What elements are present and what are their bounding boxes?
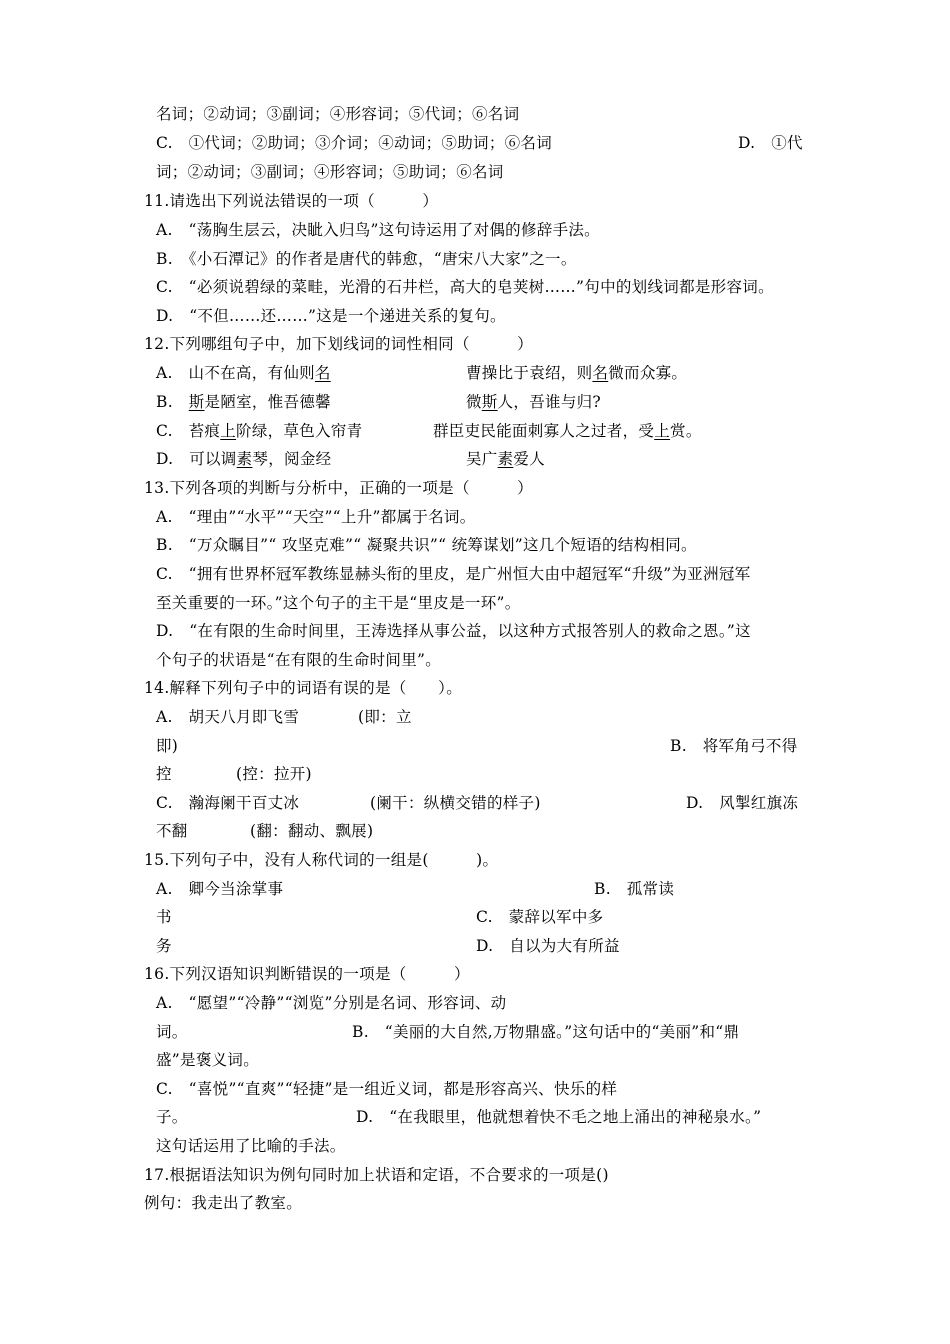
- option-b: B. 斯是陋室，惟吾德馨: [156, 393, 331, 411]
- option-a: A. “愿望”“冷静”“浏览”分别是名词、形容词、动: [156, 994, 507, 1012]
- option-d-note: (翻：翻动、飘展): [250, 822, 374, 840]
- option-d-cont: 个句子的状语是“在有限的生命时间里”。: [156, 651, 442, 669]
- option-b: B. 《小石潭记》的作者是唐代的韩愈，“唐宋八大家”之一。: [156, 250, 577, 268]
- option-d: D. “不但……还……”这是一个递进关系的复句。: [156, 307, 506, 325]
- underlined-word: 素: [236, 450, 253, 468]
- option-c: C. 瀚海阑干百丈冰: [156, 794, 300, 812]
- option-d: D. 自以为大有所益: [476, 937, 620, 955]
- question-11: 11.请选出下列说法错误的一项（ ）: [144, 192, 439, 210]
- option-b-note: (控：拉开): [236, 765, 312, 783]
- option-a: A. “荡胸生层云，决眦入归鸟”这句诗运用了对偶的修辞手法。: [156, 221, 600, 239]
- option-c-sentence: 群臣吏民能面刺寡人之过者，受上赏。: [433, 422, 702, 440]
- option-b-cont: 书: [156, 908, 172, 926]
- option-d-sentence: 吴广素爱人: [466, 450, 546, 468]
- option-a-cont: 词。: [156, 1023, 188, 1041]
- option-c-note: (阑干：纵横交错的样子): [370, 794, 541, 812]
- option-a: A. 胡天八月即飞雪: [156, 708, 300, 726]
- option-b-cont: 盛”是褒义词。: [156, 1051, 260, 1069]
- option-a: A. “理由”“水平”“天空”“上升”都属于名词。: [156, 508, 476, 526]
- option-c-cont: 子。: [156, 1108, 188, 1126]
- question-13: 13.下列各项的判断与分析中，正确的一项是（ ）: [144, 479, 533, 497]
- question-16: 16.下列汉语知识判断错误的一项是（ ）: [144, 965, 470, 983]
- question-15: 15.下列句子中，没有人称代词的一组是( )。: [144, 851, 499, 869]
- option-b: B. 将军角弓不得: [670, 737, 798, 755]
- option-b: B. “美丽的大自然,万物鼎盛。”这句话中的“美丽”和“鼎: [352, 1023, 740, 1041]
- option-d: D. 可以调素琴，阅金经: [156, 450, 332, 468]
- option-a-cont: 即): [156, 737, 179, 755]
- option-a-note: (即：立: [358, 708, 412, 726]
- text-line: 词；②动词；③副词；④形容词；⑤助词；⑥名词: [156, 163, 504, 181]
- example-sentence: 例句：我走出了教室。: [144, 1194, 303, 1212]
- underlined-word: 斯: [188, 393, 205, 411]
- option-a: A. 卿今当涂掌事: [156, 880, 284, 898]
- option-c-cont: 至关重要的一环。”这个句子的主干是“里皮是一环”。: [156, 594, 521, 612]
- option-c: C. 苔痕上阶绿，草色入帘青: [156, 422, 363, 440]
- option-c-cont: 务: [156, 937, 172, 955]
- option-a-sentence: 曹操比于袁绍，则名微而众寡。: [466, 364, 688, 382]
- option-b: B. “万众瞩目”“ 攻坚克难”“ 凝聚共识”“ 统筹谋划”这几个短语的结构相同。: [156, 536, 697, 554]
- underlined-word: 名: [592, 364, 609, 382]
- option-c: C. “拥有世界杯冠军教练显赫头衔的里皮，是广州恒大由中超冠军“升级”为亚洲冠军: [156, 565, 751, 583]
- option-b: B. 孤常读: [594, 880, 675, 898]
- underlined-word: 名: [314, 364, 331, 382]
- option-d-cont: 不翻: [156, 822, 188, 840]
- option-d: D. “在我眼里，他就想着快不毛之地上涌出的神秘泉水。”: [356, 1108, 762, 1126]
- option-c: C. 蒙辞以军中多: [476, 908, 604, 926]
- option-d-cont: 这句话运用了比喻的手法。: [156, 1137, 346, 1155]
- option-b-cont: 控: [156, 765, 172, 783]
- underlined-word: 素: [497, 450, 514, 468]
- text-line: 名词；②动词；③副词；④形容词；⑤代词；⑥名词: [156, 105, 520, 123]
- option-c: C. “喜悦”“直爽”“轻捷”是一组近义词，都是形容高兴、快乐的样: [156, 1080, 618, 1098]
- underlined-word: 上: [654, 422, 671, 440]
- option-c: C. ①代词；②助词；③介词；④动词；⑤助词；⑥名词: [156, 134, 553, 152]
- option-d: D. “在有限的生命时间里，王涛选择从事公益，以这种方式报答别人的救命之恩。”这: [156, 622, 751, 640]
- option-d: D. ①代: [738, 134, 803, 152]
- question-12: 12.下列哪组句子中，加下划线词的词性相同（ ）: [144, 335, 533, 353]
- option-c: C. “必须说碧绿的菜畦，光滑的石井栏，高大的皂荚树……”句中的划线词都是形容词。: [156, 278, 774, 296]
- option-b-sentence: 微斯人，吾谁与归?: [466, 393, 602, 411]
- option-d: D. 风掣红旗冻: [686, 794, 799, 812]
- option-a: A. 山不在高，有仙则名: [156, 364, 331, 382]
- underlined-word: 上: [220, 422, 237, 440]
- underlined-word: 斯: [481, 393, 498, 411]
- question-14: 14.解释下列句子中的词语有误的是（ ）。: [144, 679, 463, 697]
- question-17: 17.根据语法知识为例句同时加上状语和定语，不合要求的一项是(): [144, 1166, 609, 1184]
